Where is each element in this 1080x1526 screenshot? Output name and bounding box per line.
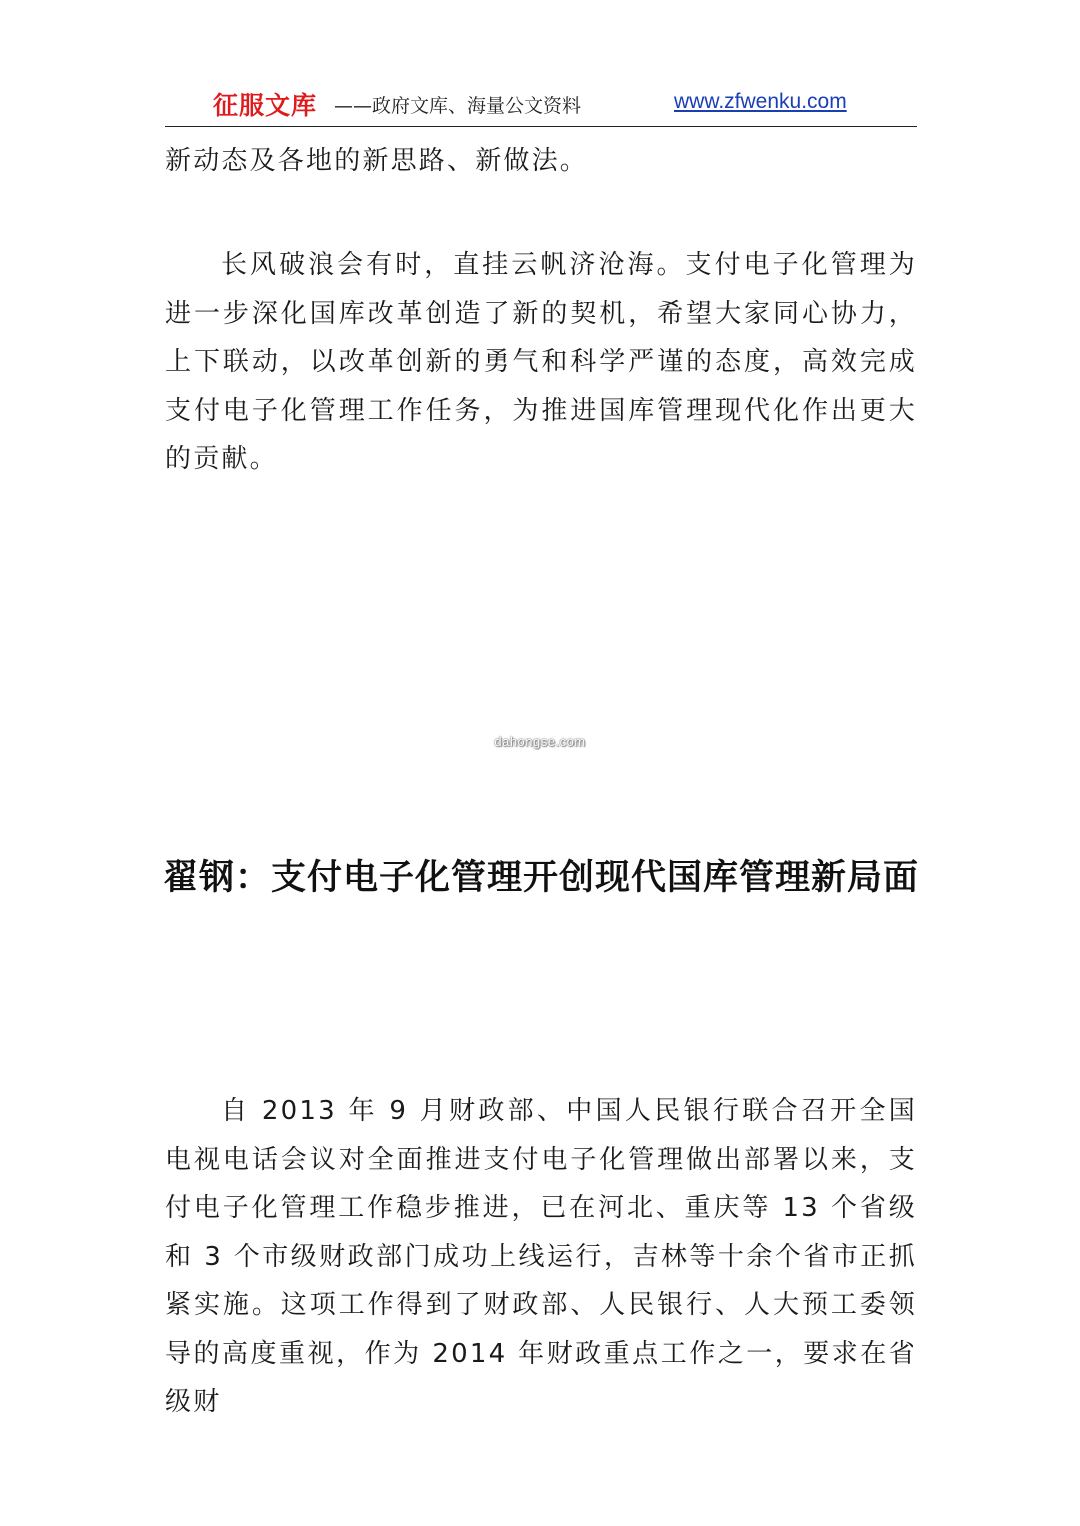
header-tagline: ——政府文库、海量公文资料 [334, 95, 582, 117]
website-link[interactable]: www.zfwenku.com [674, 90, 847, 113]
watermark: dahongse.com [494, 734, 586, 749]
brand-logo-text: 征服文库 [213, 91, 318, 120]
page-header [165, 82, 917, 127]
closing-paragraph: 长风破浪会有时，直挂云帆济沧海。支付电子化管理为进一步深化国库改革创造了新的契机，希望大家同心协力，上下联动，以改革创新的勇气和科学严谨的态度，高效完成支付电子化管理工作任务，为推进国库管理现代化作出更大的贡献。 [165, 250, 917, 474]
continuation-paragraph: 新动态及各地的新思路、新做法。 [165, 146, 589, 176]
article-body-paragraph: 自 2013 年 9 月财政部、中国人民银行联合召开全国电视电话会议对全面推进支付电子化管理做出部署以来，支付电子化管理工作稳步推进，已在河北、重庆等 13 个省级和 3 个市级财政部门成功上线运行，吉林等十余个省市正抓紧实施。这项工作得到了财政部、人民银行、人大预工委领导的高度重视，作为 2014 年财政重点工作之一，要求在省级财 [165, 1096, 917, 1417]
article-title: 翟钢：支付电子化管理开创现代国库管理新局面 [162, 858, 919, 898]
